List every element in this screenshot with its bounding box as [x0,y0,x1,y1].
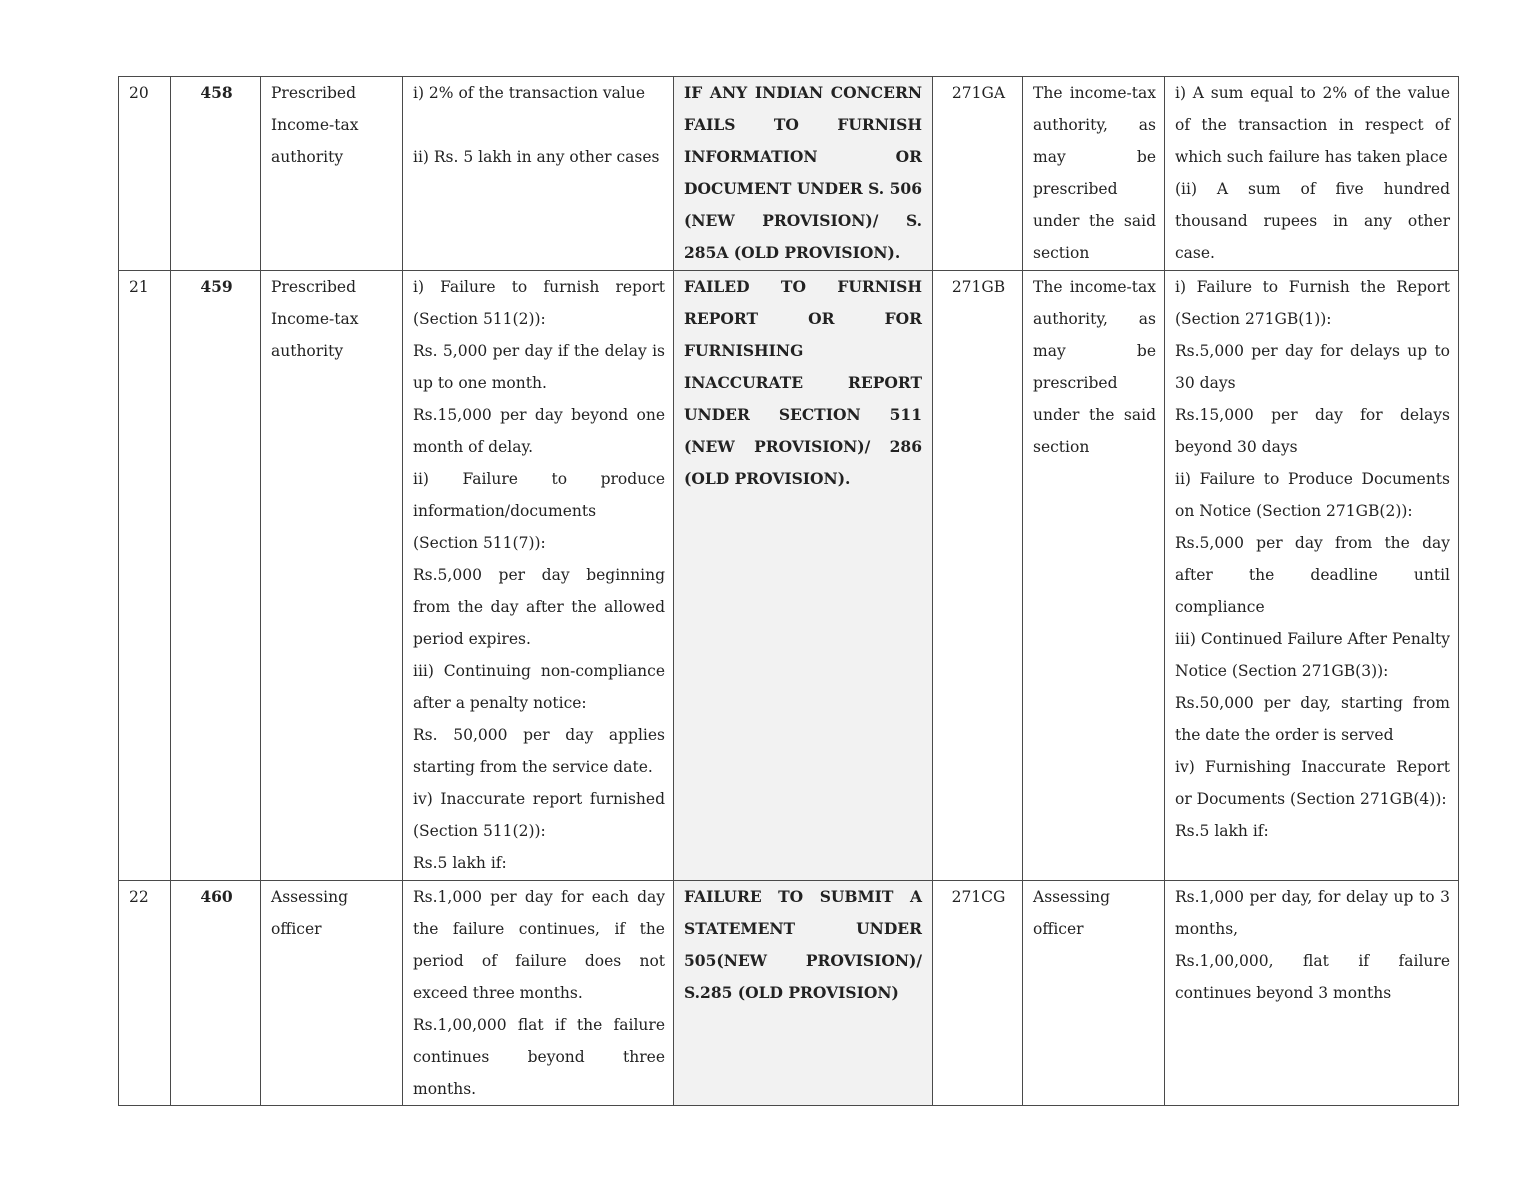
penalty-line: ii) Rs. 5 lakh in any other cases [413,148,660,166]
new-section-number: 460 [200,887,233,906]
default-heading-text: IF ANY INDIAN CONCERN FAILS TO FURNISH INFORMATION OR DOCUMENT UNDER S. 506 (NEW PROVISION)/ S. 285A (OLD PROVISION). [684,83,922,262]
old-penalty-cell [1165,881,1459,1106]
new-section-cell [171,271,261,881]
penalty-line: Rs.5,000 per day beginning from the day after the allowed period expires. [413,566,665,648]
old-authority-cell [1023,271,1165,881]
penalty-line: Rs.1,00,000 flat if the failure continues beyond three months. [413,1016,665,1098]
new-section-cell [171,77,261,271]
default-heading-cell [674,881,933,1106]
old-penalty-line: iii) Continued Failure After Penalty Notice (Section 271GB(3)): [1175,630,1451,680]
old-section-cell [933,271,1023,881]
penalty-comparison-table [118,76,1459,1106]
serial-number: 20 [129,84,149,102]
old-penalty-line: Rs.50,000 per day, starting from the date the order is served [1175,694,1450,744]
old-penalty-line: (ii) A sum of five hundred thousand rupees in any other case. [1175,180,1450,262]
old-penalty-line: Rs.15,000 per day for delays beyond 30 days [1175,406,1450,456]
penalty-line: Rs.5 lakh if: [413,854,507,872]
penalty-line: Rs.1,000 per day for each day the failure continues, if the period of failure does not exceed three months. [413,888,665,1002]
old-authority-cell [1023,881,1165,1106]
new-penalty-cell [403,881,674,1106]
old-penalty-line: i) A sum equal to 2% of the value of the transaction in respect of which such failure has taken place [1175,84,1450,166]
old-penalty-line: Rs.1,00,000, flat if failure continues beyond 3 months [1175,952,1450,1002]
table-row [119,271,1459,881]
authority-cell [261,271,403,881]
table-row [119,77,1459,271]
old-penalty-line: Rs.5,000 per day for delays up to 30 days [1175,342,1450,392]
blank-line [413,109,665,141]
serial-number-cell [119,881,171,1106]
penalty-line: iii) Continuing non-compliance after a penalty notice: [413,662,665,712]
default-heading-cell [674,271,933,881]
old-penalty-line: Rs.5 lakh if: [1175,822,1269,840]
penalty-line: i) Failure to furnish report (Section 511(2)): [413,278,665,328]
new-section-number: 459 [200,277,233,296]
old-penalty-line: i) Failure to Furnish the Report (Section 271GB(1)): [1175,278,1450,328]
old-penalty-cell [1165,77,1459,271]
serial-number: 22 [129,888,149,906]
new-penalty-cell [403,77,674,271]
penalty-line: Rs. 50,000 per day applies starting from the service date. [413,726,665,776]
old-authority-text: The income-tax authority, as may be prescribed under the said section [1033,84,1156,262]
default-heading-text: FAILURE TO SUBMIT A STATEMENT UNDER 505(NEW PROVISION)/ S.285 (OLD PROVISION) [684,887,922,1002]
default-heading-cell [674,77,933,271]
new-section-number: 458 [200,83,233,102]
new-section-cell [171,881,261,1106]
penalty-line: Rs.15,000 per day beyond one month of delay. [413,406,665,456]
old-penalty-line: iv) Furnishing Inaccurate Report or Documents (Section 271GB(4)): [1175,758,1450,808]
penalty-line: Rs. 5,000 per day if the delay is up to one month. [413,342,665,392]
serial-number-cell [119,77,171,271]
authority-text: Prescribed Income-tax authority [271,278,359,360]
old-penalty-line: Rs.1,000 per day, for delay up to 3 months, [1175,888,1450,938]
authority-text: Assessing officer [271,888,349,938]
old-authority-text: Assessing officer [1033,888,1111,938]
old-authority-cell [1023,77,1165,271]
old-authority-text: The income-tax authority, as may be prescribed under the said section [1033,278,1156,456]
old-penalty-cell [1165,271,1459,881]
old-penalty-line: ii) Failure to Produce Documents on Notice (Section 271GB(2)): [1175,470,1450,520]
old-penalty-line: Rs.5,000 per day from the day after the deadline until compliance [1175,534,1450,616]
new-penalty-cell [403,271,674,881]
penalty-line: i) 2% of the transaction value [413,84,646,102]
old-section-cell [933,881,1023,1106]
old-section-number: 271CG [951,888,1006,906]
old-section-number: 271GA [951,84,1006,102]
serial-number-cell [119,271,171,881]
table-row [119,881,1459,1106]
old-section-number: 271GB [951,278,1006,296]
default-heading-text: FAILED TO FURNISH REPORT OR FOR FURNISHING INACCURATE REPORT UNDER SECTION 511 (NEW PROVISION)/ 286 (OLD PROVISION). [684,277,922,488]
authority-cell [261,881,403,1106]
authority-cell [261,77,403,271]
penalty-line: iv) Inaccurate report furnished (Section 511(2)): [413,790,665,840]
old-section-cell [933,77,1023,271]
authority-text: Prescribed Income-tax authority [271,84,359,166]
penalty-line: ii) Failure to produce information/documents (Section 511(7)): [413,470,665,552]
serial-number: 21 [129,278,149,296]
